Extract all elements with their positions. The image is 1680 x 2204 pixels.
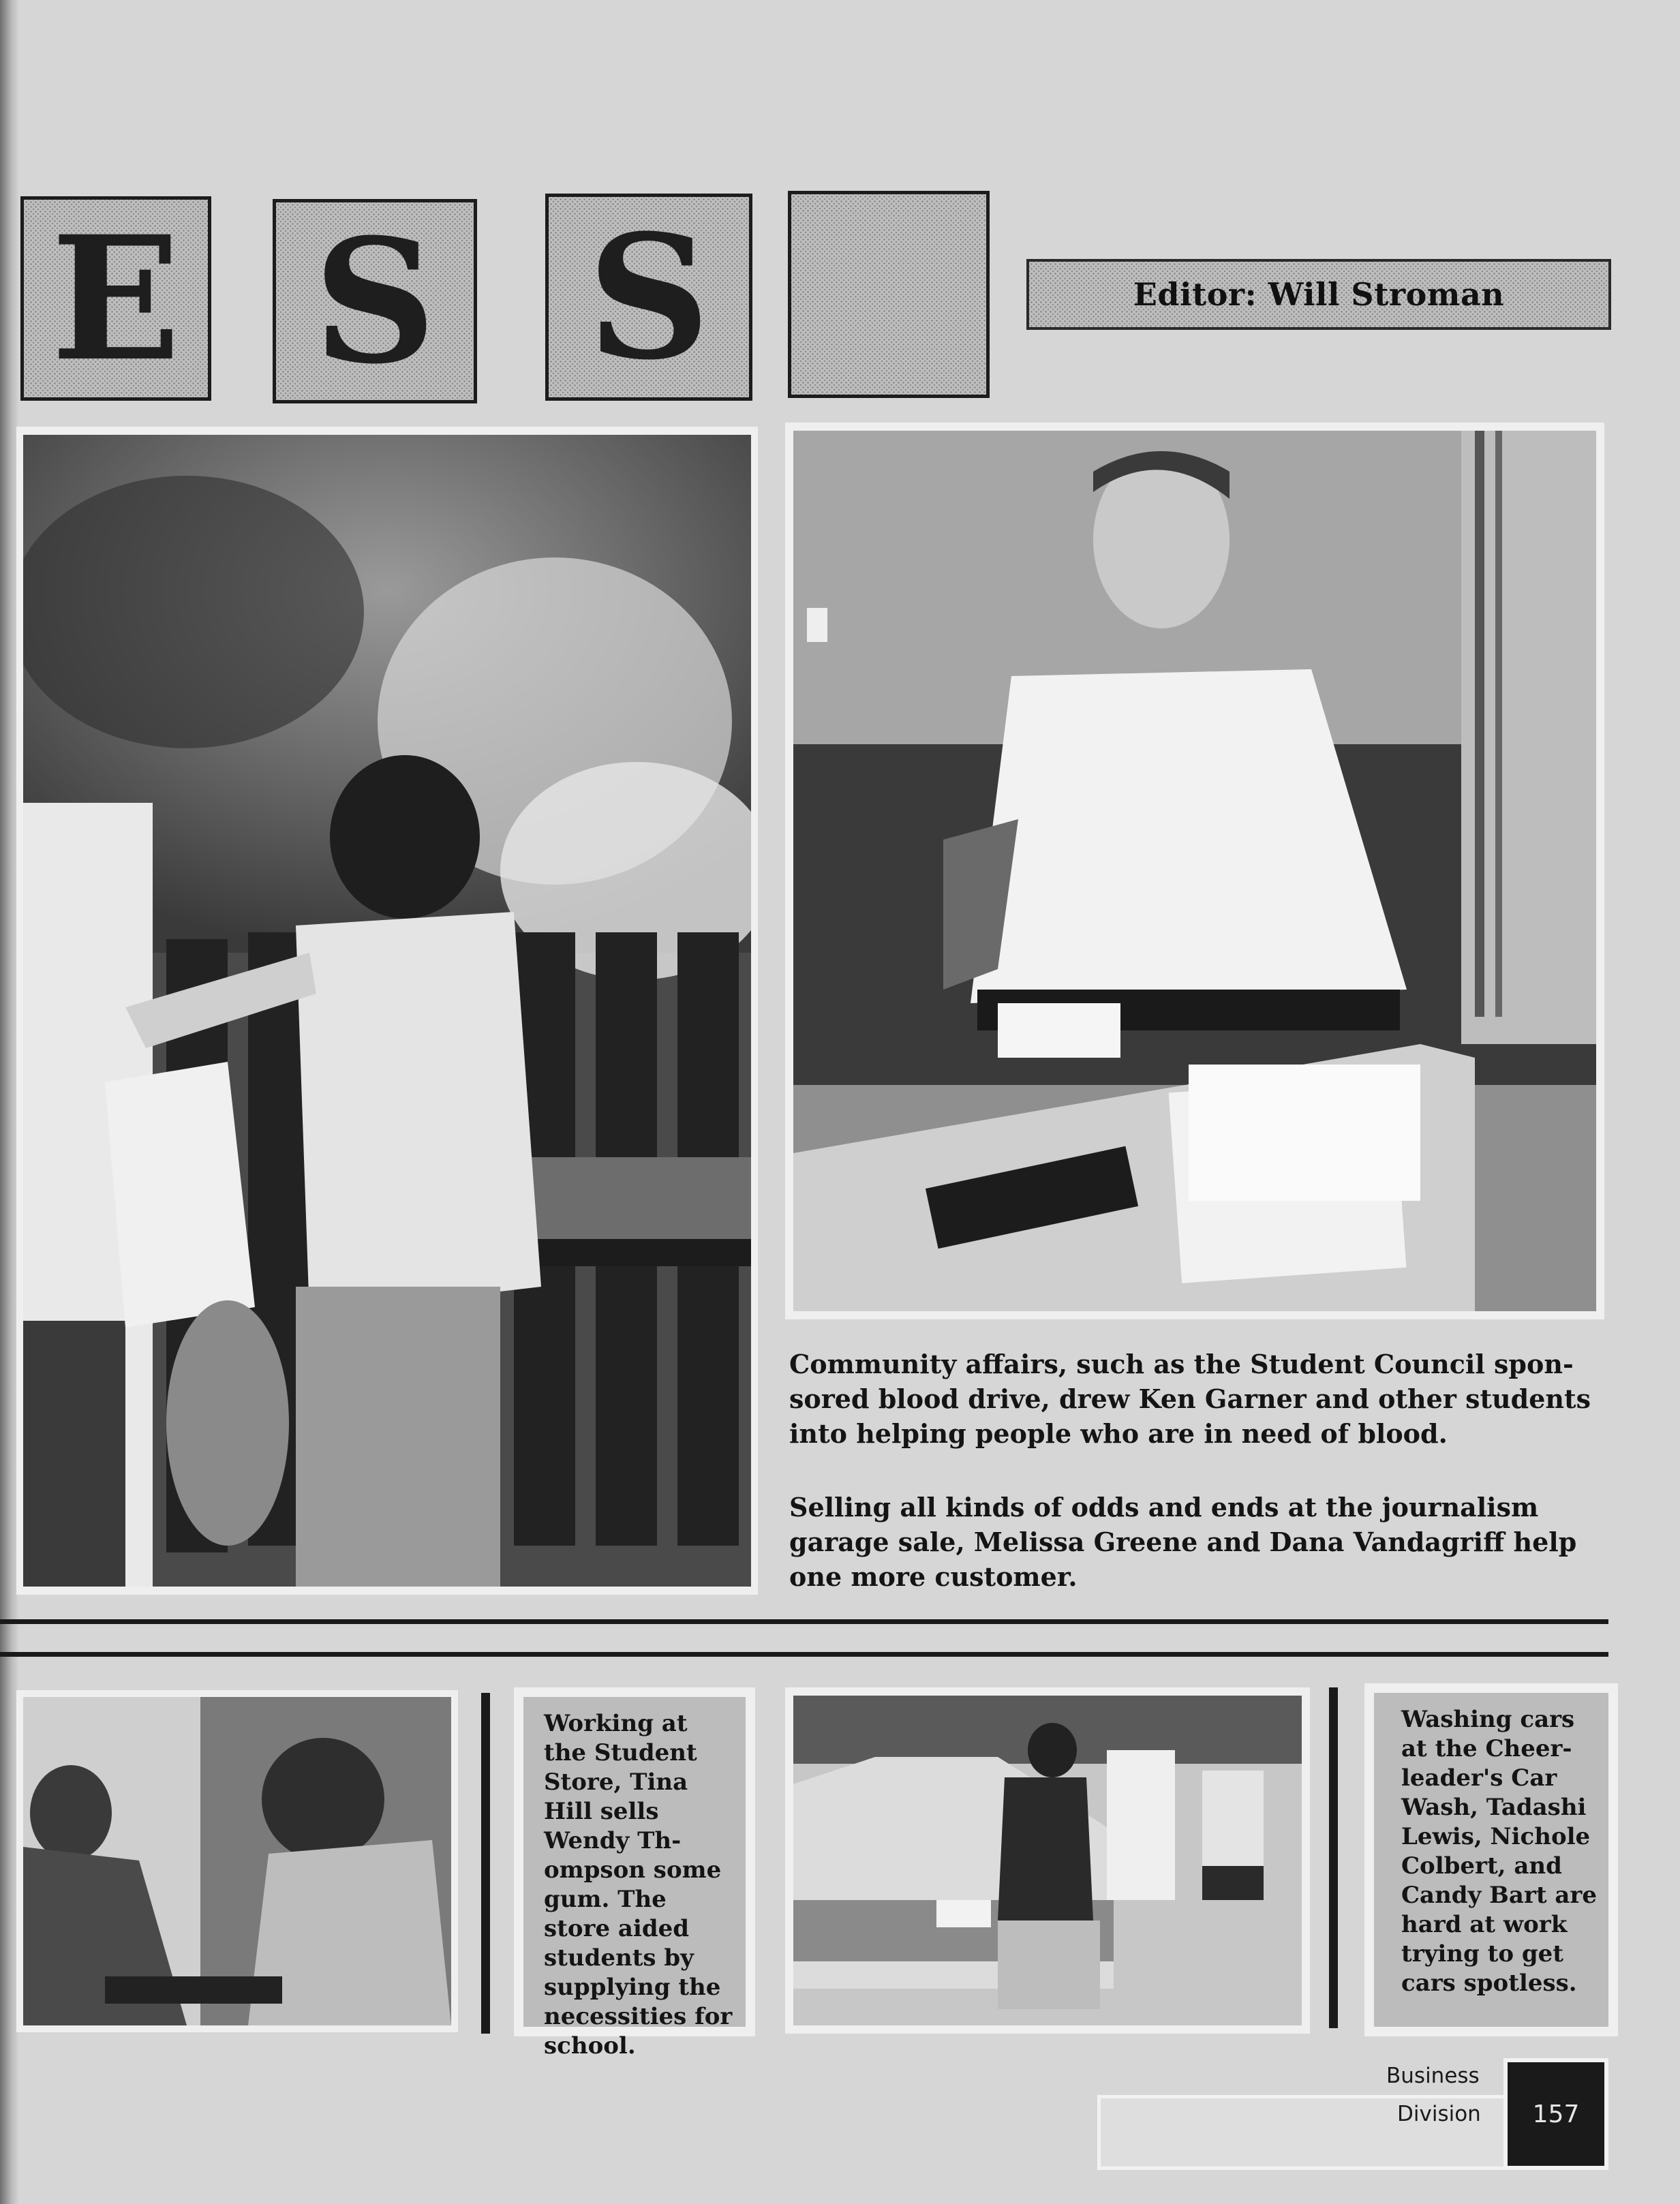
banner-letter-blank — [788, 191, 990, 398]
car-wash-photo-graphic — [793, 1696, 1302, 2025]
garage-sale-photo-frame — [16, 427, 758, 1595]
divider-vertical-right — [1329, 1687, 1338, 2028]
student-store-photo-frame — [16, 1690, 458, 2032]
garage-sale-caption: Selling all kinds of odds and ends at the journalism garage sale, Melissa Greene and Dana Vandagriff help one more customer. — [789, 1492, 1577, 1592]
banner-letter-s2-text: S — [587, 197, 711, 397]
garage-sale-photo-graphic — [23, 435, 751, 1587]
student-store-photo-graphic — [23, 1697, 451, 2025]
student-store-caption: Working at the Student Store, Tina Hill sells Wendy Th- ompson some gum. The store aided students by supplying the necessities for school. — [523, 1697, 746, 2027]
banner-letter-e — [20, 196, 211, 401]
car-wash-photo — [793, 1696, 1302, 2025]
editor-credit-text: Editor: Will Stroman — [1133, 276, 1505, 313]
banner-letter-s2 — [545, 194, 752, 401]
student-store-caption-box — [514, 1687, 755, 2060]
car-wash-photo-frame — [785, 1687, 1310, 2034]
blood-drive-photo-frame — [785, 423, 1604, 1319]
divider-rule-bottom — [0, 1652, 1608, 1657]
student-store-photo — [23, 1697, 451, 2025]
divider-rule-top — [0, 1619, 1608, 1624]
banner-letter-s1 — [273, 199, 477, 403]
banner-letter-e-text: E — [50, 198, 181, 399]
blood-drive-caption: Community affairs, such as the Student Council spon- sored blood drive, drew Ken Garner and other students into helping people who are in need of blood. — [789, 1349, 1591, 1449]
garage-sale-photo — [23, 435, 751, 1587]
car-wash-caption-box — [1364, 1683, 1618, 2036]
car-wash-caption: Washing cars at the Cheer- leader's Car Wash, Tadashi Lewis, Nichole Colbert, and Candy Bart are hard at work trying to get cars spotless. — [1374, 1693, 1608, 2027]
blood-drive-photo-graphic — [793, 431, 1596, 1311]
blood-drive-photo — [793, 431, 1596, 1311]
footer-section-line1: Business — [1386, 2064, 1480, 2088]
footer-section-line2: Division — [1397, 2102, 1481, 2126]
page-number: 157 — [1532, 2100, 1580, 2128]
divider-vertical-left — [481, 1693, 490, 2034]
page-number-box — [1503, 2058, 1608, 2170]
banner-letter-s1-text: S — [313, 201, 437, 401]
editor-credit-box — [1026, 259, 1611, 330]
